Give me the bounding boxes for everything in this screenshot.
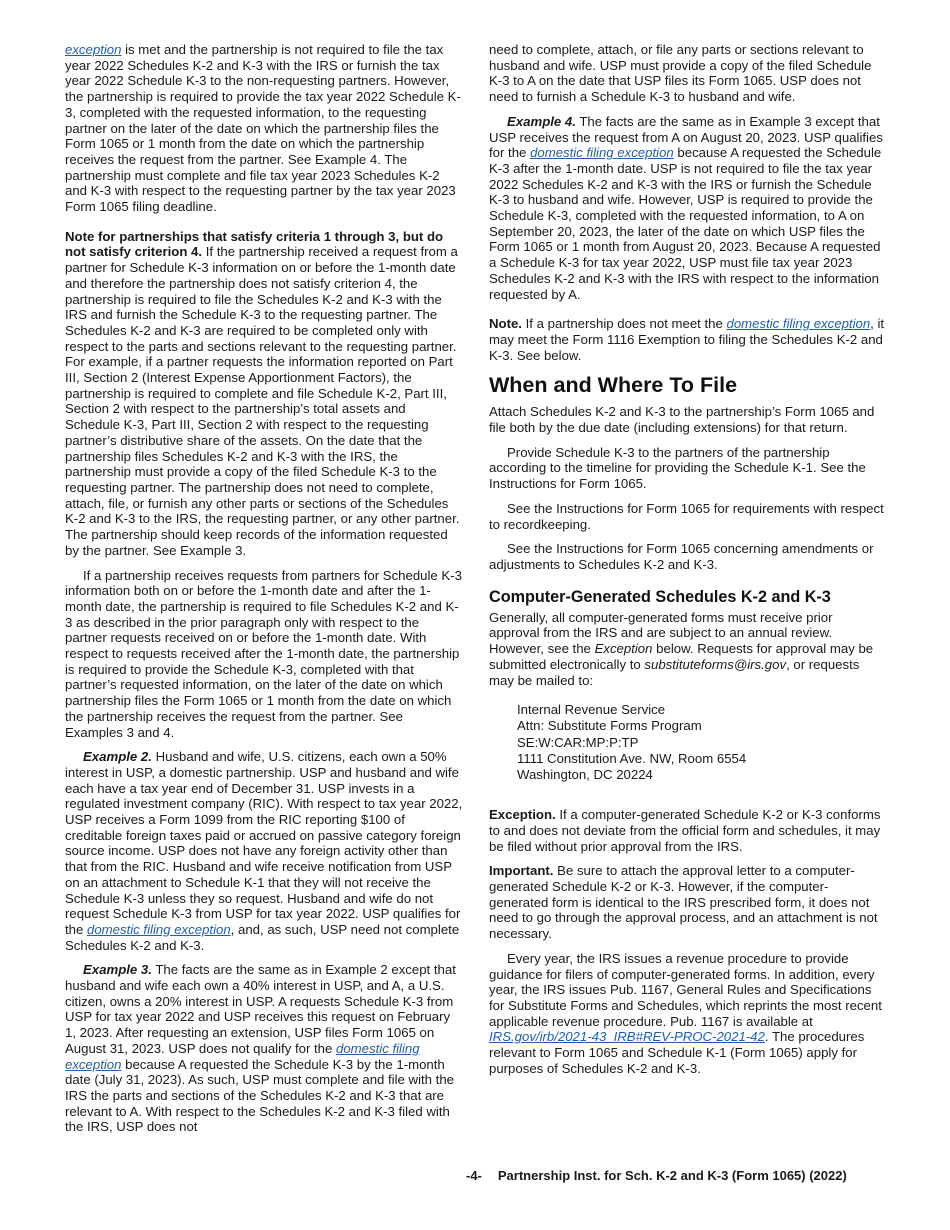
multiple-requests-paragraph: If a partnership receives requests from partners for Schedule K-3 information both on or before the 1-month date and after the 1-month date, the partnership is required to file Schedules K-2 and K-3 as described in the prior paragraph only with respect to the partner requests received on or before the 1-month date. With respect to requests received after the 1-month date, the partnership is required to provide the Schedule K-3, completed with that partner’s requested information, on the later of the date on which partnership files the Form 1065 or 1 month from the date on which the partnership receives the request from the partner. See Examples 3 and 4. bbox=[65, 567, 462, 740]
exception-paragraph: Exception. If a computer-generated Schedule K-2 or K-3 conforms to and does not deviate from the official form and schedules, it may be filed without prior approval from the IRS. bbox=[489, 807, 881, 854]
domestic-filing-exception-link[interactable]: domestic filing exception bbox=[87, 921, 231, 937]
note-criteria-heading: Note for partnerships that satisfy criteria 1 through 3, but do not satisfy criterion 4. bbox=[65, 228, 444, 260]
when-where-to-file-heading: When and Where To File bbox=[489, 373, 738, 398]
note-label: Note. bbox=[489, 316, 522, 332]
address-line: 1111 Constitution Ave. NW, Room 6554 bbox=[517, 750, 747, 766]
example-3-continued-paragraph: need to complete, attach, or file any parts or sections relevant to husband and wife. USP must provide a copy of the filed Schedule K-3 to A on the date that USP files its Form 1065. USP does not need to furnish a Schedule K-3 to husband and wife. bbox=[489, 42, 872, 105]
example-4-paragraph: Example 4. The facts are the same as in Example 3 except that USP receives the request from A on August 20, 2023. USP qualifies for the domestic filing exception because A requested the Schedule K-3 after the 1-month date. USP is not required to file the tax year 2022 Schedules K-2 and K-3 with the IRS or furnish the Schedule K-3 to husband and wife. However, USP is required to provide the Schedule K-3, completed with the requested information, to A on September 20, 2023, the later of the date on which USP files the Form 1065 or 1 month from August 20, 2023. Because A requested a Schedule K-3 for tax year 2022, USP must file tax year 2023 Schedules K-2 and K-3 with the IRS with respect to the information requested by A. bbox=[489, 113, 883, 302]
footer-title: Partnership Inst. for Sch. K-2 and K-3 (Form 1065) (2022) bbox=[497, 1168, 847, 1183]
right-column bbox=[489, 42, 885, 1085]
important-label: Important. bbox=[489, 863, 554, 879]
address-line: Washington, DC 20224 bbox=[517, 767, 653, 783]
mailing-address bbox=[517, 702, 885, 783]
address-line: Attn: Substitute Forms Program bbox=[517, 718, 702, 734]
domestic-filing-exception-link[interactable]: domestic filing exception bbox=[530, 145, 674, 161]
when-paragraph-1: Attach Schedules K-2 and K-3 to the partnership’s Form 1065 and file both by the due date (including extensions) for that return. bbox=[489, 404, 875, 436]
domestic-filing-exception-link[interactable]: domestic filing exception bbox=[726, 316, 871, 332]
when-paragraph-2: Provide Schedule K-3 to the partners of the partnership according to the timeline for providing the Schedule K-1. See the Instructions for Form 1065. bbox=[489, 444, 866, 492]
address-line: SE:W:CAR:MP:P:TP bbox=[517, 734, 639, 750]
note-criteria-paragraph: Note for partnerships that satisfy criteria 1 through 3, but do not satisfy criterion 4. If the partnership received a request from a partner for Schedule K-3 information on or before the 1-month date and therefore the partnership does not satisfy criterion 4, the partnership is required to file the Schedules K-2 and K-3 with the IRS and furnish the Schedule K-3 to the requesting partner. The Schedules K-2 and K-3 are required to be completed only with respect to the parts and sections relevant to the requesting partner. For example, if a partner requests the information reported on Part III, Section 2 (Interest Expense Apportionment Factors), the partnership is required to complete and file Schedule K-2, Part III, Section 2 with respect to the partnership’s total assets and Schedule K-3, Part III, Section 2 with respect to the requesting partner’s distributive share of the assets. On the date that the partnership files Schedules K-2 and K-3 with the IRS, the partnership must provide a copy of the filed Schedule K-3 to the requesting partner. The partnership does not need to complete, attach, file, or furnish any other parts or sections of the Schedules K-2 and K-3 to the IRS, the requesting partner, or any other partner. The partnership should keep records of the information requested by the partner. See Example 3. bbox=[65, 228, 460, 558]
when-paragraph-3: See the Instructions for Form 1065 for requirements with respect to recordkeeping. bbox=[489, 500, 884, 532]
exception-link[interactable]: exception bbox=[65, 42, 122, 57]
when-paragraph-4: See the Instructions for Form 1065 concerning amendments or adjustments to Schedules K-2 and K-3. bbox=[489, 541, 874, 572]
domestic-filing-exception-link[interactable]: domestic filing exception bbox=[65, 1040, 420, 1072]
irs-gov-irb-link[interactable]: IRS.gov/irb/2021-43_IRB#REV-PROC-2021-42 bbox=[489, 1029, 765, 1045]
example-2-paragraph: Example 2. Husband and wife, U.S. citizens, each own a 50% interest in USP, a domestic partnership. USP and husband and wife each have a tax year end of December 31. USP invests in a regulated investment company (RIC). With respect to tax year 2022, USP receives a Form 1099 from the RIC reporting $100 of creditable foreign taxes paid or accrued on passive category foreign source income. USP does not have any foreign activity other than that from the RIC. Husband and wife receive notification from USP on an attachment to Schedule K-1 that they will not receive the Schedule K-3 unless they so request. Husband and wife do not request Schedule K-3 from USP for tax year 2022. USP qualifies for the domestic filing exception, and, as such, USP need not complete Schedules K-2 and K-3. bbox=[65, 749, 463, 953]
revenue-procedure-paragraph: Every year, the IRS issues a revenue procedure to provide guidance for filers of computer-generated forms. In addition, every year, the IRS issues Pub. 1167, General Rules and Specifications for Substitute Forms and Schedules, which reprints the most recent applicable revenue procedure. Pub. 1167 is available at IRS.gov/irb/2021-43_IRB#REV-PROC-2021-42. The procedures relevant to Form 1065 and Schedule K-1 (Form 1065) apply for purposes of Schedules K-2 and K-3. bbox=[489, 950, 882, 1076]
paragraph-exception-met: exception is met and the partnership is not required to file the tax year 2022 Schedules K-2 and K-3 with the IRS or furnish the tax year 2022 Schedule K-3 to the non-requesting partners. However, the partnership is required to provide the tax year 2022 Schedule K-3, completed with the requested information, to the requesting partner on the later of the date on which the partnership files the Form 1065 or 1 month from the date on which the partnership receives the request from the partner. See Example 4. The partnership must complete and file tax year 2023 Schedules K-2 and K-3 with respect to the requesting partner by the tax year 2023 Form 1065 filing deadline. bbox=[65, 42, 461, 215]
left-column bbox=[65, 42, 463, 1144]
email-address: substituteforms@irs.gov bbox=[644, 656, 787, 672]
example-4-label: Example 4. bbox=[507, 113, 576, 129]
page-number: -4- bbox=[466, 1168, 482, 1183]
computer-generated-heading: Computer-Generated Schedules K-2 and K-3 bbox=[489, 587, 831, 606]
address-line: Internal Revenue Service bbox=[517, 702, 666, 718]
page-footer bbox=[466, 1168, 847, 1183]
exception-label: Exception. bbox=[489, 807, 556, 823]
note-paragraph: Note. If a partnership does not meet the domestic filing exception, it may meet the Form 1116 Exemption to filing the Schedules K-2 and K-3. See below. bbox=[489, 316, 885, 363]
important-paragraph: Important. Be sure to attach the approval letter to a computer-generated Schedule K-2 or K-3. However, if the computer-generated form is identical to the IRS prescribed form, it does not need to go through the approval process, and an attachment is not necessary. bbox=[489, 863, 878, 942]
example-3-label: Example 3. bbox=[83, 962, 152, 978]
computer-generated-paragraph: Generally, all computer-generated forms must receive prior approval from the IRS and are subject to an annual review. However, see the Exception below. Requests for approval may be submitted electronically to substituteforms@irs.gov, or requests may be mailed to: bbox=[489, 609, 874, 688]
example-2-label: Example 2. bbox=[83, 749, 152, 765]
example-3-paragraph: Example 3. The facts are the same as in Example 2 except that husband and wife each own a 40% interest in USP, and A, a U.S. citizen, owns a 20% interest in USP. A requests Schedule K-3 from USP for tax year 2022 and USP receives this request on February 1, 2023. After requesting an extension, USP files Form 1065 on August 31, 2023. USP does not qualify for the domestic filing exception because A requested the Schedule K-3 by the 1-month date (July 31, 2023). As such, USP must complete and file with the IRS the parts and sections of the Schedules K-2 and K-3 that are relevant to A. With respect to the Schedules K-2 and K-3 filed with the IRS, USP does not bbox=[65, 962, 456, 1135]
